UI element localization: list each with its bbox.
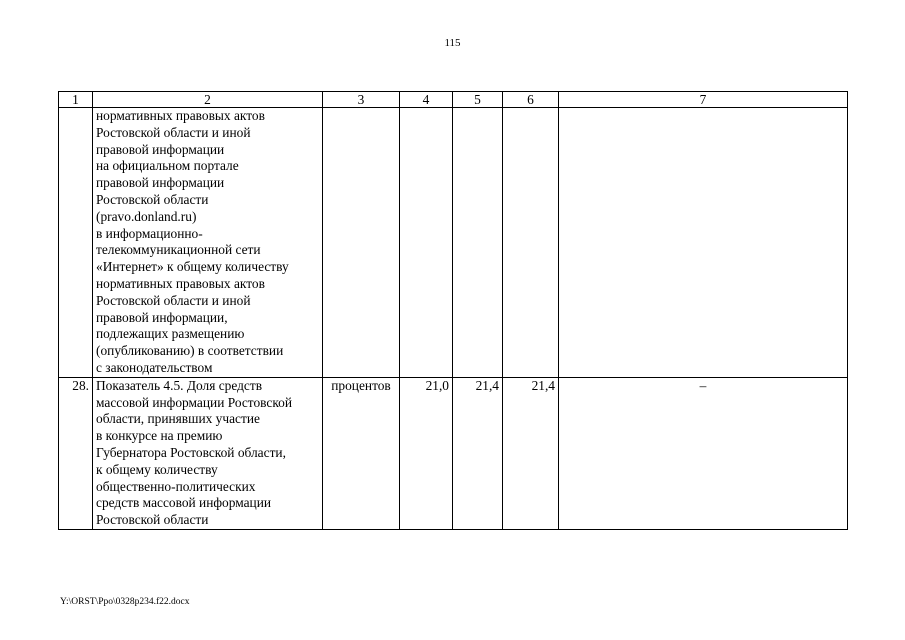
column-header: 1 [59,92,93,108]
column-header: 6 [503,92,559,108]
column-header: 4 [400,92,453,108]
column-header: 3 [323,92,400,108]
column-header: 7 [559,92,848,108]
column-header-row [59,92,848,108]
note-cell: – [559,377,848,529]
indicator-description: нормативных правовых актов Ростовской области и иной правовой информации на официальном портале правовой информации Ростовской области (pravo.donland.ru) в информационно- телекоммуникационной сети «Интернет» к общему количеству нормативных правовых актов Ростовской области и иной правовой информации, подлежащих размещению (опубликованию) в соответствии с законодательством [93,108,323,378]
row-number [59,108,93,378]
table-row [59,377,848,529]
page-number: 115 [444,37,461,49]
file-path-footer: Y:\ORST\Ppo\0328p234.f22.docx [60,597,190,607]
column-header: 5 [453,92,503,108]
note-cell [559,108,848,378]
value-cell: 21,4 [503,377,559,529]
row-number: 28. [59,377,93,529]
value-cell [400,108,453,378]
value-cell [453,108,503,378]
value-cell: 21,0 [400,377,453,529]
unit-cell [323,108,400,378]
value-cell: 21,4 [453,377,503,529]
value-cell [503,108,559,378]
indicator-table [58,91,848,530]
column-header: 2 [93,92,323,108]
table-row [59,108,848,378]
indicator-description: Показатель 4.5. Доля средств массовой информации Ростовской области, принявших участие в конкурсе на премию Губернатора Ростовской области, к общему количеству общественно-политических средств массовой информации Ростовской области [93,377,323,529]
unit-cell: процентов [323,377,400,529]
